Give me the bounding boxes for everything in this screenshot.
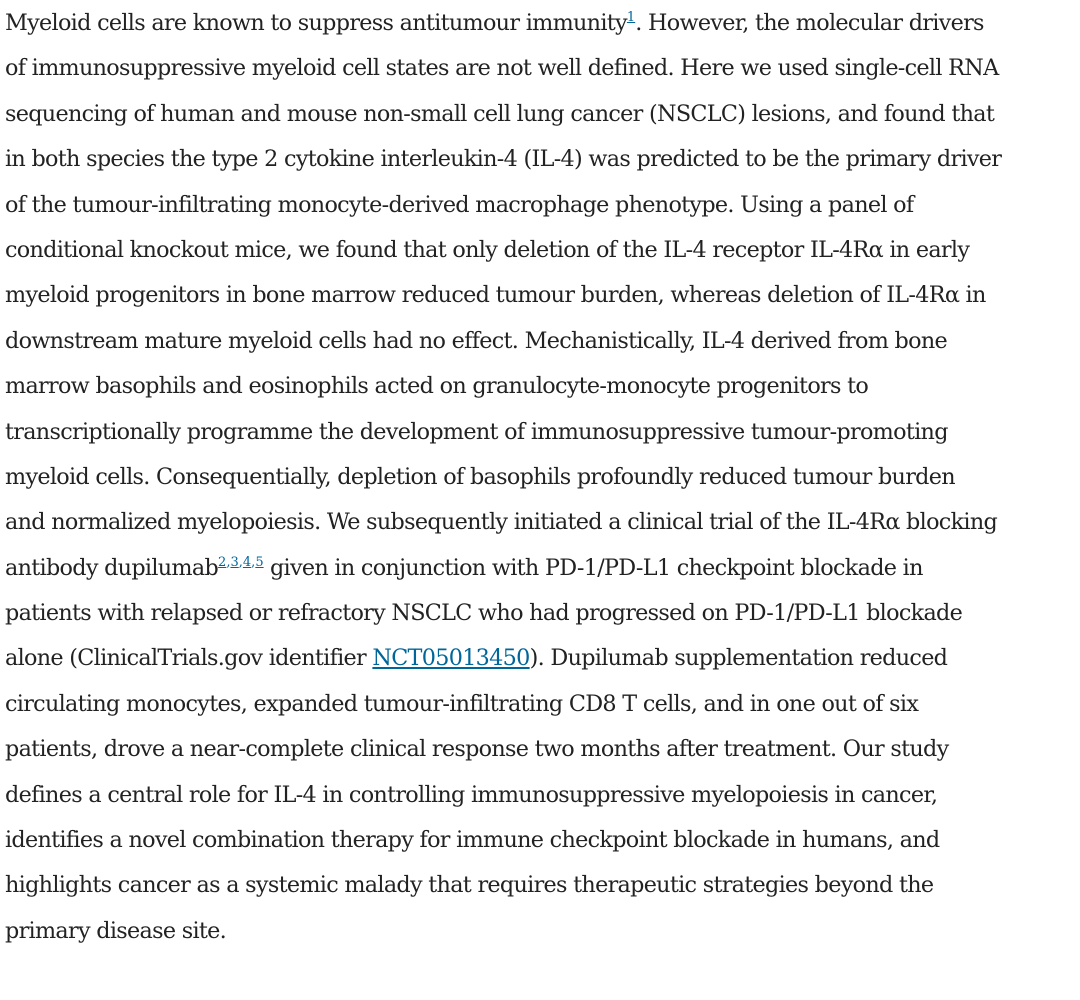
reference-link-1[interactable]: 1 — [626, 10, 636, 25]
abstract-line: and normalized myelopoiesis. We subsequently initiated a clinical trial of the IL-4Rα blocking — [5, 509, 998, 536]
abstract-line: downstream mature myeloid cells had no effect. Mechanistically, IL-4 derived from bone — [5, 327, 947, 354]
abstract-line: highlights cancer as a systemic malady that requires therapeutic strategies beyond the — [5, 872, 934, 899]
abstract-line: myeloid cells. Consequentially, depletion of basophils profoundly reduced tumour burden — [5, 463, 955, 490]
abstract-line: conditional knockout mice, we found that only deletion of the IL-4 receptor IL-4Rα in early — [5, 236, 970, 263]
abstract-paragraph — [5, 1, 1077, 954]
abstract-line: transcriptionally programme the development of immunosuppressive tumour-promoting — [5, 418, 948, 445]
abstract-line: myeloid progenitors in bone marrow reduced tumour burden, whereas deletion of IL-4Rα in — [5, 282, 986, 309]
reference-separator: , — [226, 554, 231, 570]
text-segment: . However, the molecular drivers — [635, 10, 984, 36]
abstract-line — [5, 1, 1077, 46]
abstract-line: of immunosuppressive myeloid cell states are not well defined. Here we used single-cell RNA — [5, 55, 999, 82]
abstract-line: in both species the type 2 cytokine interleukin-4 (IL-4) was predicted to be the primary driver — [5, 146, 1002, 173]
abstract-line: circulating monocytes, expanded tumour-infiltrating CD8 T cells, and in one out of six — [5, 690, 919, 717]
text-segment: antibody dupilumab — [5, 554, 219, 581]
abstract-line: patients, drove a near-complete clinical response two months after treatment. Our study — [5, 736, 949, 763]
abstract-line — [5, 546, 1077, 591]
reference-link-3[interactable]: 3 — [230, 554, 239, 570]
reference-link-5[interactable]: 5 — [255, 554, 264, 570]
reference-link-2[interactable]: 2 — [218, 554, 227, 570]
abstract-line: defines a central role for IL-4 in controlling immunosuppressive myelopoiesis in cancer, — [5, 781, 938, 808]
abstract-line: sequencing of human and mouse non-small cell lung cancer (NSCLC) lesions, and found that — [5, 100, 995, 127]
abstract-line: of the tumour-infiltrating monocyte-derived macrophage phenotype. Using a panel of — [5, 191, 914, 218]
text-segment: Myeloid cells are known to suppress antitumour immunity — [5, 10, 627, 36]
text-segment: given in conjunction with PD-1/PD-L1 checkpoint blockade in — [263, 554, 923, 581]
abstract-line: marrow basophils and eosinophils acted on granulocyte-monocyte progenitors to — [5, 373, 869, 400]
clinical-trial-link[interactable]: NCT05013450 — [372, 645, 530, 672]
text-segment: ). Dupilumab supplementation reduced — [529, 645, 948, 672]
abstract-line: identifies a novel combination therapy for immune checkpoint blockade in humans, and — [5, 827, 940, 854]
reference-separator: , — [238, 554, 243, 570]
abstract-line: patients with relapsed or refractory NSCLC who had progressed on PD-1/PD-L1 blockade — [5, 600, 963, 627]
text-segment: alone (ClinicalTrials.gov identifier — [5, 645, 373, 672]
abstract-line — [5, 636, 1077, 681]
abstract-line: primary disease site. — [5, 917, 227, 944]
reference-link-4[interactable]: 4 — [242, 554, 252, 570]
reference-separator: , — [251, 554, 256, 570]
